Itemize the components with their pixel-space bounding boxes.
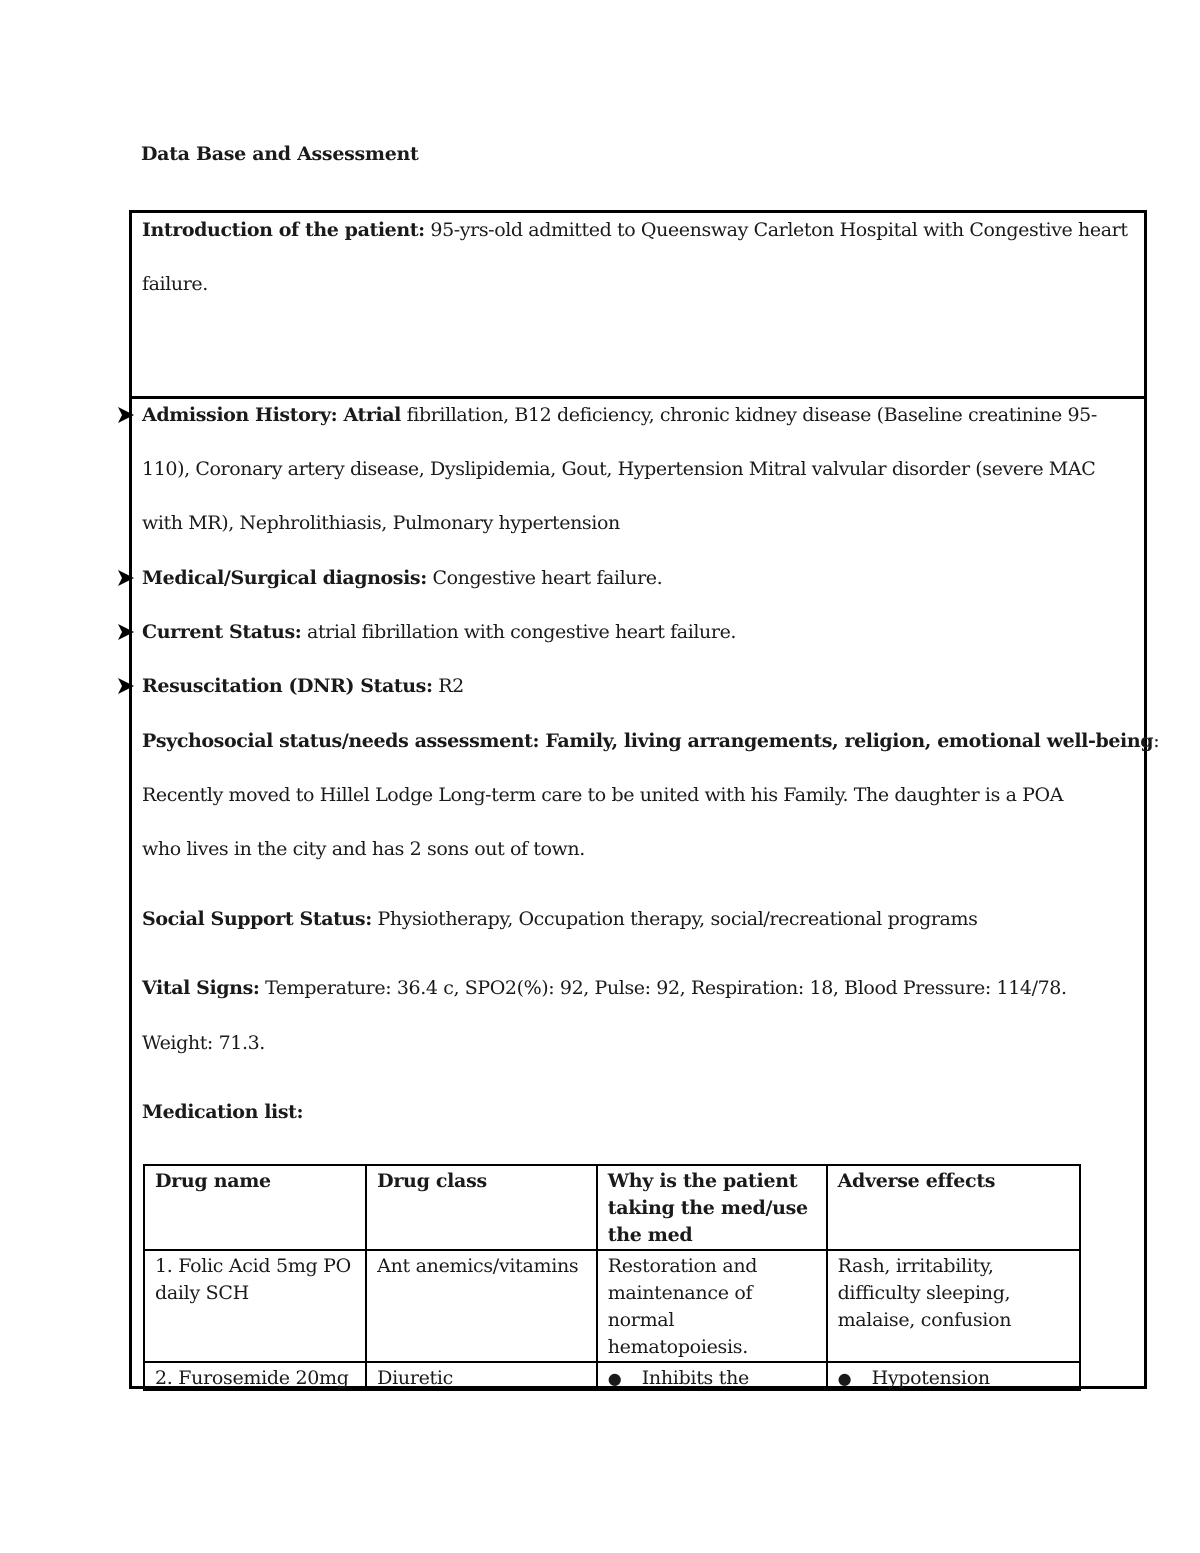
adverse-effects-text: Hypotension [871, 1367, 990, 1389]
resuscitation-line [142, 659, 1138, 713]
admission-line-1 [142, 388, 1138, 442]
intro-section [132, 213, 1144, 399]
current-status-label: Current Status: [142, 621, 302, 643]
arrow-bullet-icon [116, 676, 136, 696]
diagnosis-label: Medical/Surgical diagnosis: [142, 567, 427, 589]
bullet-icon: ● [607, 1369, 622, 1388]
drug-name-text: 2. Furosemide 20mg [155, 1367, 349, 1389]
intro-line-2: failure. [142, 273, 208, 295]
reason-cell [597, 1362, 827, 1390]
social-support-label: Social Support Status: [142, 908, 372, 930]
adverse-effects-cell: Rash, irritability, difficulty sleeping, malaise, confusion [827, 1250, 1080, 1362]
intro-line-1 [142, 203, 1138, 257]
admission-text-1: fibrillation, B12 deficiency, chronic kidney disease (Baseline creatinine 95- [401, 404, 1097, 426]
vital-signs-label: Vital Signs: [142, 977, 260, 999]
medication-header-row [144, 1165, 1080, 1250]
admission-label: Admission History: Atrial [142, 404, 401, 426]
drug-class-cell [366, 1362, 597, 1390]
reason-text: Inhibits the [641, 1367, 749, 1389]
current-status-line [142, 605, 1138, 659]
arrow-bullet-icon [116, 568, 136, 588]
arrow-bullet-icon [116, 405, 136, 425]
social-support-value: Physiotherapy, Occupation therapy, social/recreational programs [371, 908, 978, 930]
col-header-drug-class: Drug class [366, 1165, 597, 1250]
drug-name-cell [144, 1362, 366, 1390]
drug-name-cell: 1. Folic Acid 5mg PO daily SCH [144, 1250, 366, 1362]
diagnosis-value: Congestive heart failure. [426, 567, 663, 589]
vital-signs-values: Temperature: 36.4 c, SPO2(%): 92, Pulse: 92, Respiration: 18, Blood Pressure: 114/78. [259, 977, 1067, 999]
col-header-reason: Why is the patient taking the med/use the med [597, 1165, 827, 1250]
intro-label: Introduction of the patient: [142, 219, 425, 241]
vital-signs-line-2: Weight: 71.3. [142, 1032, 265, 1054]
drug-class-text: Diuretic [377, 1367, 453, 1389]
diagnosis-line [142, 551, 1138, 605]
assessment-box [129, 210, 1160, 1389]
psychosocial-line-1: Recently moved to Hillel Lodge Long-term care to be united with his Family. The daughter is a POA [142, 784, 1064, 806]
bullet-icon: ● [837, 1369, 852, 1388]
col-header-drug-name: Drug name [144, 1165, 366, 1250]
resuscitation-label: Resuscitation (DNR) Status: [142, 675, 433, 697]
reason-cell: Restoration and maintenance of normal hematopoiesis. [597, 1250, 827, 1362]
col-header-adverse-effects: Adverse effects [827, 1165, 1080, 1250]
psychosocial-label: Psychosocial status/needs assessment: Family, living arrangements, religion, emotional well-being [142, 730, 1154, 752]
medication-heading-text: Medication list: [142, 1101, 304, 1123]
medication-table [143, 1164, 1081, 1391]
current-status-value: atrial fibrillation with congestive heart failure. [301, 621, 737, 643]
arrow-bullet-icon [116, 622, 136, 642]
resuscitation-value: R2 [432, 675, 464, 697]
vital-signs-line-1 [142, 961, 1138, 1015]
drug-class-cell: Ant anemics/vitamins [366, 1250, 597, 1362]
adverse-effects-cell [827, 1362, 1080, 1390]
psychosocial-line-2: who lives in the city and has 2 sons out of town. [142, 838, 585, 860]
psychosocial-heading [142, 714, 1160, 768]
admission-line-3: with MR), Nephrolithiasis, Pulmonary hypertension [142, 512, 620, 534]
document-title: Data Base and Assessment [141, 143, 419, 165]
medication-heading [142, 1085, 1138, 1139]
intro-text: 95-yrs-old admitted to Queensway Carleton Hospital with Congestive heart [424, 219, 1128, 241]
table-row [144, 1250, 1080, 1362]
social-support-line [142, 892, 1138, 946]
admission-line-2: 110), Coronary artery disease, Dyslipidemia, Gout, Hypertension Mitral valvular disorder (severe MAC [142, 458, 1096, 480]
psychosocial-colon: : [1153, 730, 1160, 752]
table-row [144, 1362, 1080, 1390]
